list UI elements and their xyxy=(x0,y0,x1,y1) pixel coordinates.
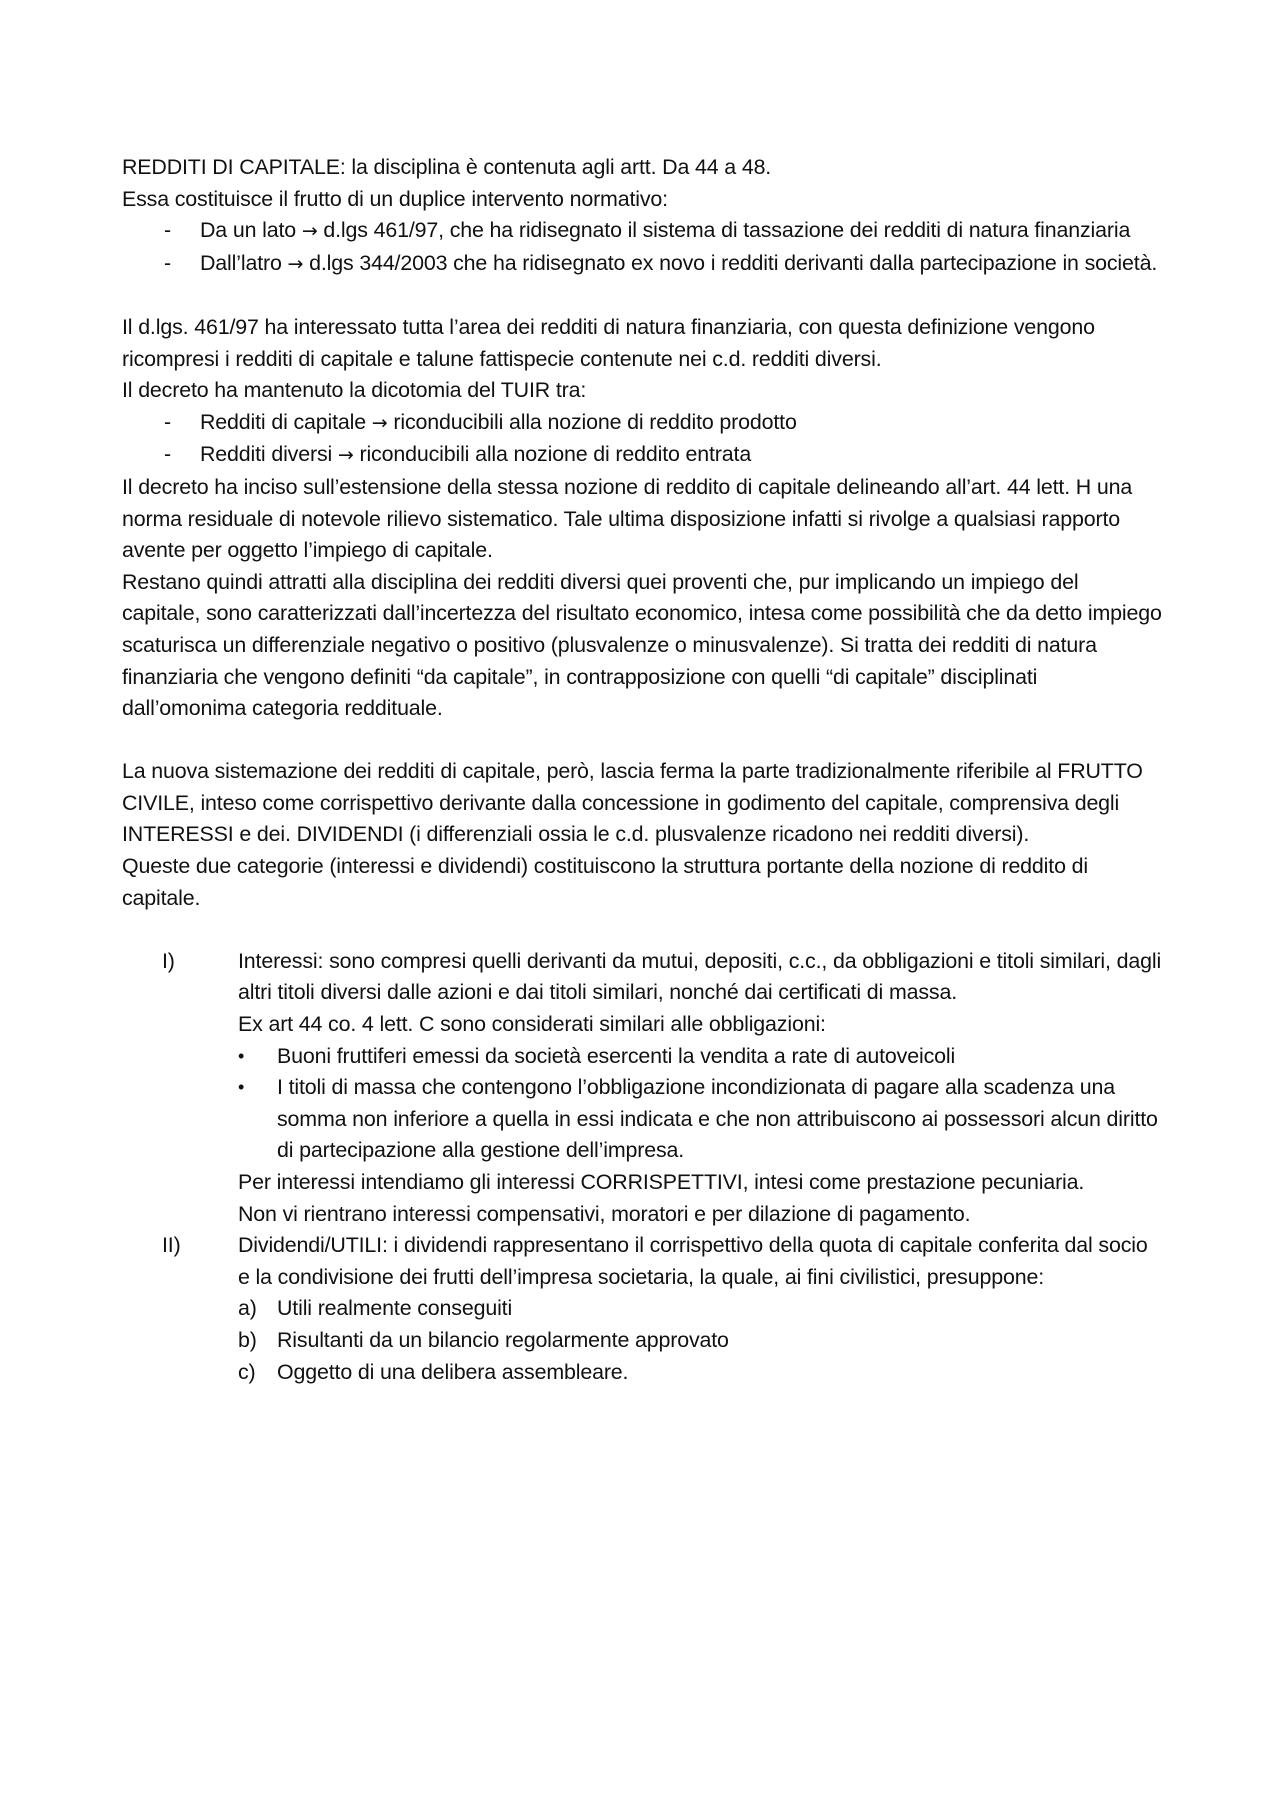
paragraph: Il decreto ha mantenuto la dicotomia del TUIR tra: xyxy=(122,378,587,403)
paragraph: Il d.lgs. 461/97 ha interessato tutta l’area dei redditi di natura finanziaria, con questa definizione vengono ricompresi i redditi di capitale e talune fattispecie contenute nei c.d. redditi diversi. xyxy=(122,314,1095,371)
item-text: Oggetto di una delibera assembleare. xyxy=(277,1359,629,1384)
item-text: d.lgs 461/97, che ha ridisegnato il sistema di tassazione dei redditi di natura finanziaria xyxy=(323,218,1131,243)
document-title-line: REDDITI DI CAPITALE: la disciplina è contenuta agli artt. Da 44 a 48. xyxy=(122,155,772,179)
list-item xyxy=(122,248,1162,281)
paragraph: Per interessi intendiamo gli interessi CORRISPETTIVI, intesi come prestazione pecuniaria. xyxy=(238,1170,1085,1194)
spacer xyxy=(122,280,1162,312)
dash-bullet: - xyxy=(164,409,171,434)
paragraph: La nuova sistemazione dei redditi di capitale, però, lascia ferma la parte tradizionalmente riferibile al FRUTTO CIVILE, inteso come corrispettivo derivante dalla concessione in godimento del capitale, comprensiva degli INTERESSI e dei. DIVIDENDI (i differenziali ossia le c.d. plusvalenze ricadono nei redditi diversi). xyxy=(122,759,1143,847)
arrow-right-icon: → xyxy=(287,252,304,275)
arrow-right-icon: → xyxy=(337,444,354,467)
item-lead: Redditi di capitale xyxy=(200,409,366,434)
list-item xyxy=(238,1293,1162,1325)
paragraph: Il decreto ha inciso sull’estensione della stessa nozione di reddito di capitale delineando all’art. 44 lett. H una norma residuale di notevole rilievo sistematico. Tale ultima disposizione infatti si rivolge a qualsiasi rapporto avente per oggetto l’impiego di capitale. xyxy=(122,474,1133,563)
arrow-right-icon: → xyxy=(301,220,318,243)
dash-bullet: - xyxy=(164,250,171,275)
item-text: Buoni fruttiferi emessi da società esercenti la vendita a rate di autoveicoli xyxy=(277,1043,956,1068)
item-lead: Dall’latro xyxy=(200,250,282,275)
list-item xyxy=(238,1357,1162,1389)
paragraph: Queste due categorie (interessi e dividendi) costituiscono la struttura portante della nozione di reddito di capitale. xyxy=(122,854,1088,910)
arrow-right-icon: → xyxy=(371,411,388,434)
bullet-icon: • xyxy=(238,1077,245,1098)
list-letter: b) xyxy=(238,1327,257,1352)
paragraph: Restano quindi attratti alla disciplina dei redditi diversi quei proventi che, pur implicando un impiego del capitale, sono caratterizzati dall’incertezza del risultato economico, intesa come possibilità che da detto impiego scaturisca un differenziale negativo o positivo (plusvalenze o minusvalenze). Si tratta dei redditi di natura finanziaria che vengono definiti “da capitale”, in contrapposizione con quelli “di capitale” disciplinati dall’omonima categoria reddituale. xyxy=(122,569,1162,721)
paragraph: Dividendi/UTILI: i dividendi rappresentano il corrispettivo della quota di capitale conferita dal socio e la condivisione dei frutti dell’impresa societaria, la quale, ai fini civilistici, presuppone: xyxy=(238,1233,1148,1289)
list-item xyxy=(238,1041,1162,1073)
interessi-section xyxy=(122,946,1162,1230)
item-text: Risultanti da un bilancio regolarmente approvato xyxy=(277,1327,729,1352)
paragraph: Ex art 44 co. 4 lett. C sono considerati similari alle obbligazioni: xyxy=(238,1012,826,1037)
bullet-icon: • xyxy=(238,1045,245,1066)
item-text: riconducibili alla nozione di reddito prodotto xyxy=(393,409,797,434)
list-item xyxy=(122,439,1162,472)
spacer xyxy=(122,725,1162,757)
dash-bullet: - xyxy=(164,218,171,243)
item-lead: Redditi diversi xyxy=(200,442,333,467)
list-letter: c) xyxy=(238,1359,256,1384)
item-lead: Da un lato xyxy=(200,218,297,243)
list-item xyxy=(238,1072,1162,1167)
list-item xyxy=(122,407,1162,440)
roman-numeral: II) xyxy=(162,1233,181,1258)
item-text: d.lgs 344/2003 che ha ridisegnato ex novo i redditi derivanti dalla partecipazione in società. xyxy=(309,250,1158,275)
item-text: Utili realmente conseguiti xyxy=(277,1296,513,1321)
roman-numeral: I) xyxy=(162,948,175,973)
item-text: riconducibili alla nozione di reddito entrata xyxy=(359,442,752,467)
paragraph: Essa costituisce il frutto di un duplice intervento normativo: xyxy=(122,186,668,211)
document-page xyxy=(122,152,1162,1388)
paragraph: Interessi: sono compresi quelli derivanti da mutui, depositi, c.c., da obbligazioni e titoli similari, dagli altri titoli diversi dalle azioni e dai titoli similari, nonché dai certificati di massa. xyxy=(238,948,1162,1005)
spacer xyxy=(122,914,1162,946)
dividendi-section xyxy=(122,1230,1162,1388)
list-letter: a) xyxy=(238,1296,257,1321)
item-text: I titoli di massa che contengono l’obbligazione incondizionata di pagare alla scadenza una somma non inferiore a quella in essi indicata e che non attribuiscono ai possessori alcun diritto di partecipazione alla gestione dell’impresa. xyxy=(277,1075,1158,1163)
list-item xyxy=(238,1325,1162,1357)
paragraph: Non vi rientrano interessi compensativi, moratori e per dilazione di pagamento. xyxy=(238,1201,971,1226)
list-item xyxy=(122,215,1162,248)
dash-bullet: - xyxy=(164,442,171,467)
